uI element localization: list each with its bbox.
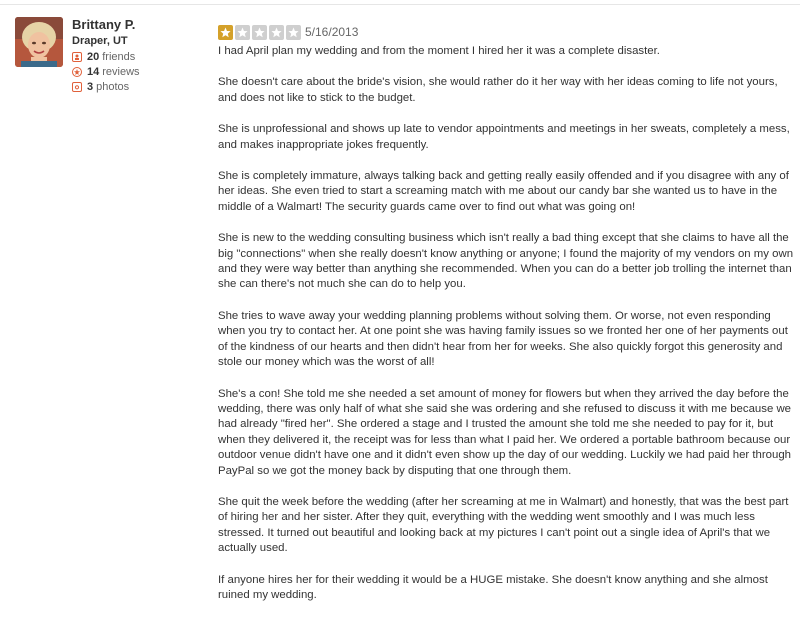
review-paragraph: She quit the week before the wedding (after her screaming at me in Walmart) and honestly, that was the best part of hiring her and her sister. After they quit, everything with the wedding went smoothly and I was much less stressed. It turned out beautiful and looking back at my pictures I can't point out a single idea of April's that we actually used. [218,495,789,555]
friends-count: 20 [87,50,100,63]
review-paragraph: I had April plan my wedding and from the moment I hired her it was a complete disaster. [218,45,660,57]
reviews-stat [72,64,212,79]
friends-icon [72,52,82,62]
photos-count: 3 [87,80,94,93]
friends-stat [72,49,212,64]
user-name-link[interactable]: Brittany P. [72,17,136,32]
review-paragraph: She is unprofessional and shows up late to vendor appointments and meetings in her sweats, completely a mess, and makes inappropriate jokes frequently. [218,123,790,151]
camera-icon [72,82,82,92]
friends-label: friends [102,50,136,63]
review-paragraph: She's a con! She told me she needed a set amount of money for flowers but when they arrived the day before the wedding, there was only half of what she said she was ordering and she refused to discuss it with me because we had already "fired her". She ordered a stage and I trusted the amount she told me she needed to pay for it, but when they delivered it, the receipt was for less than what I paid her. We ordered a portable bathroom because our outdoor venue didn't have one and it didn't even show up the day of our wedding. Luckily we had paid her through PayPal so we got the money back by disputing that one through them. [218,387,792,477]
review-paragraph: She is new to the wedding consulting business which isn't really a bad thing except that she claims to have all the big "connections" when she really doesn't know anything or anyone; I found the majority of my vendors on my own and they were way better than anything she recommended. When you can do a better job trolling the internet than she can there's not much she can do to help you. [218,232,794,291]
star-icon [252,25,267,40]
reviews-count: 14 [87,65,100,78]
star-icon [286,25,301,40]
star-icon [218,25,233,40]
review-date: 5/16/2013 [305,25,359,39]
reviews-label: reviews [102,65,140,78]
review-paragraph: She doesn't care about the bride's vision, she would rather do it her way with her ideas coming to life not yours, and does not like to stick to the budget. [218,76,778,104]
user-avatar[interactable] [15,17,63,67]
photos-label: photos [96,80,130,93]
photos-stat [72,79,212,94]
star-icon [235,25,250,40]
avatar-photo [15,17,63,67]
review-paragraph: She is completely immature, always talking back and getting really easily offended and if you disagree with any of her ideas. She even tried to start a screaming match with me about our candy bar she wanted us to have in the middle of a Walmart! The security guards came over to find out what was going on! [218,170,789,213]
star-icon [269,25,284,40]
review-text [218,44,796,619]
star-badge-icon [72,67,82,77]
review-paragraph: She tries to wave away your wedding planning problems without solving them. Or worse, not even responding when you try to contact her. At one point she was having family issues so we fronted her one of her payments out of the kindness of our hearts and then didn't hear from her for weeks. She also quickly forgot this generosity and stole our money which was the worst of all! [218,309,788,369]
review-paragraph: If anyone hires her for their wedding it would be a HUGE mistake. She doesn't know anything and she almost ruined my wedding. [218,573,768,601]
user-location: Draper, UT [72,35,128,47]
star-rating [218,25,303,40]
top-divider [0,4,800,5]
user-info [72,17,212,94]
